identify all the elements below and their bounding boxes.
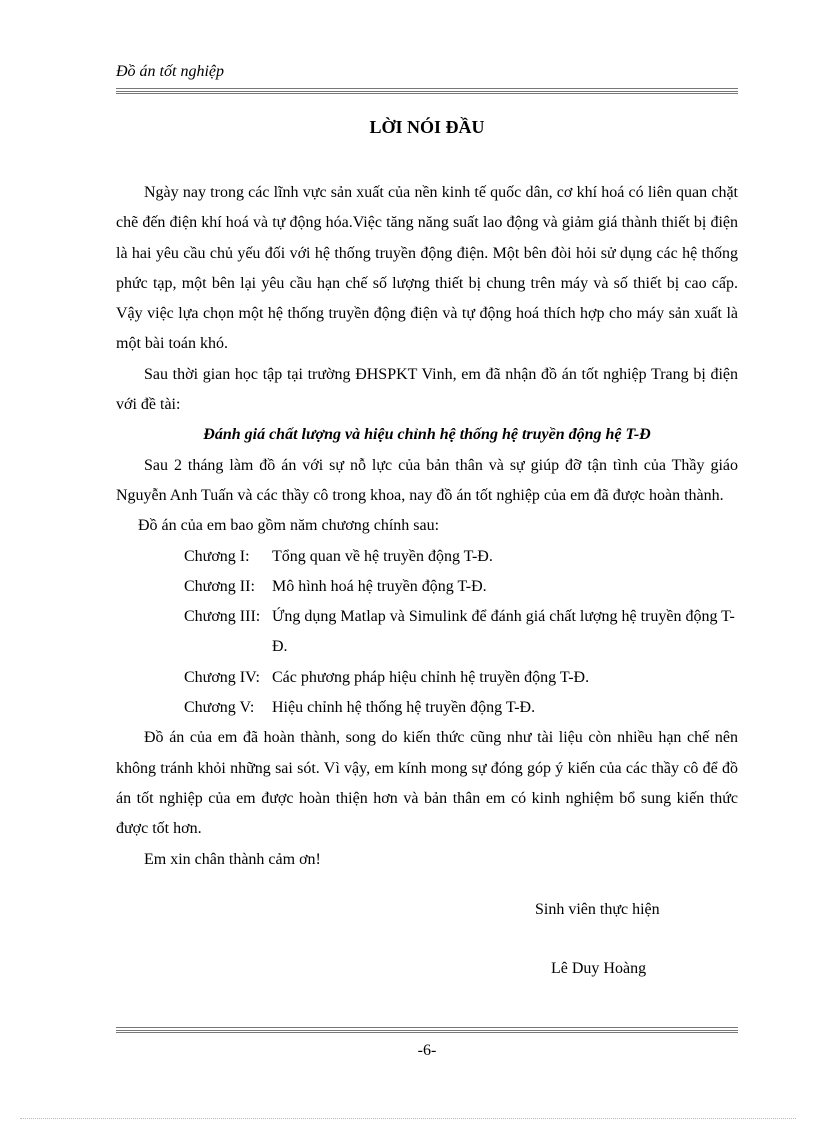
page-edge (20, 1118, 796, 1119)
chapter-title: Mô hình hoá hệ truyền động T-Đ. (272, 577, 487, 595)
signature-role: Sinh viên thực hiện (535, 901, 660, 918)
running-header: Đồ án tốt nghiệp (116, 63, 224, 80)
paragraph-chapters-intro: Đồ án của em bao gồm năm chương chính sau: (138, 517, 440, 535)
paragraph-study: Sau thời gian học tập tại trường ĐHSPKT Vinh, em đã nhận đồ án tốt nghiệp Trang bị điện với đề tài: (116, 365, 738, 414)
chapter-title: Ứng dụng Matlap và Simulink để đánh giá chất lượng hệ truyền động T-Đ. (272, 608, 735, 656)
chapter-item (184, 542, 738, 572)
paragraph-acknowledgement: Sau 2 tháng làm đồ án với sự nỗ lực của bản thân và sự giúp đỡ tận tình của Thầy giáo Nguyễn Anh Tuấn và các thầy cô trong khoa, nay đồ án tốt nghiệp của em đã được hoàn thành. (116, 456, 738, 504)
chapter-item (184, 572, 738, 602)
page-number: -6- (417, 1042, 437, 1059)
paragraph-intro: Ngày nay trong các lĩnh vực sản xuất của nền kinh tế quốc dân, cơ khí hoá có liên quan chặt chẽ đến điện khí hoá và tự động hóa.Việc tăng năng suất lao động và giảm giá thành thiết bị điện là hai yêu cầu chủ yếu đối với hệ thống truyền động điện. Một bên đòi hỏi sử dụng các hệ thống phức tạp, một bên lại yêu cầu hạn chế số lượng thiết bị chung trên máy và số thiết bị cao cấp. Vậy việc lựa chọn một hệ thống truyền động điện và tự động hoá thích hợp cho máy sản xuất là một bài toán khó. (116, 184, 738, 353)
header-divider (116, 88, 738, 94)
chapter-label: Chương III: (184, 608, 261, 626)
chapter-title: Tổng quan về hệ truyền động T-Đ. (272, 547, 493, 565)
thesis-subject: Đánh giá chất lượng và hiệu chỉnh hệ thống hệ truyền động hệ T-Đ (203, 426, 651, 444)
chapter-item (184, 602, 738, 663)
paragraph-closing: Đồ án của em đã hoàn thành, song do kiến thức cũng như tài liệu còn nhiều hạn chế nên không tránh khỏi những sai sót. Vì vậy, em kính mong sự đóng góp ý kiến của các thầy cô để đồ án tốt nghiệp của em được hoàn thiện hơn và bản thân em có kinh nghiệm bổ sung kiến thức được tốt hơn. (116, 729, 738, 838)
chapter-label: Chương II: (184, 577, 255, 595)
chapter-item (184, 693, 738, 723)
chapter-label: Chương I: (184, 547, 250, 565)
chapter-title: Các phương pháp hiệu chỉnh hệ truyền động T-Đ. (272, 668, 590, 686)
page-title: LỜI NÓI ĐẦU (369, 117, 485, 137)
chapter-title: Hiệu chỉnh hệ thống hệ truyền động T-Đ. (272, 699, 536, 717)
signature-name: Lê Duy Hoàng (551, 960, 647, 977)
chapter-label: Chương IV: (184, 668, 260, 686)
paragraph-thanks: Em xin chân thành cảm ơn! (144, 850, 321, 868)
document-body (116, 178, 738, 875)
chapter-label: Chương V: (184, 699, 255, 717)
chapter-item (184, 663, 738, 693)
footer-divider (116, 1027, 738, 1033)
